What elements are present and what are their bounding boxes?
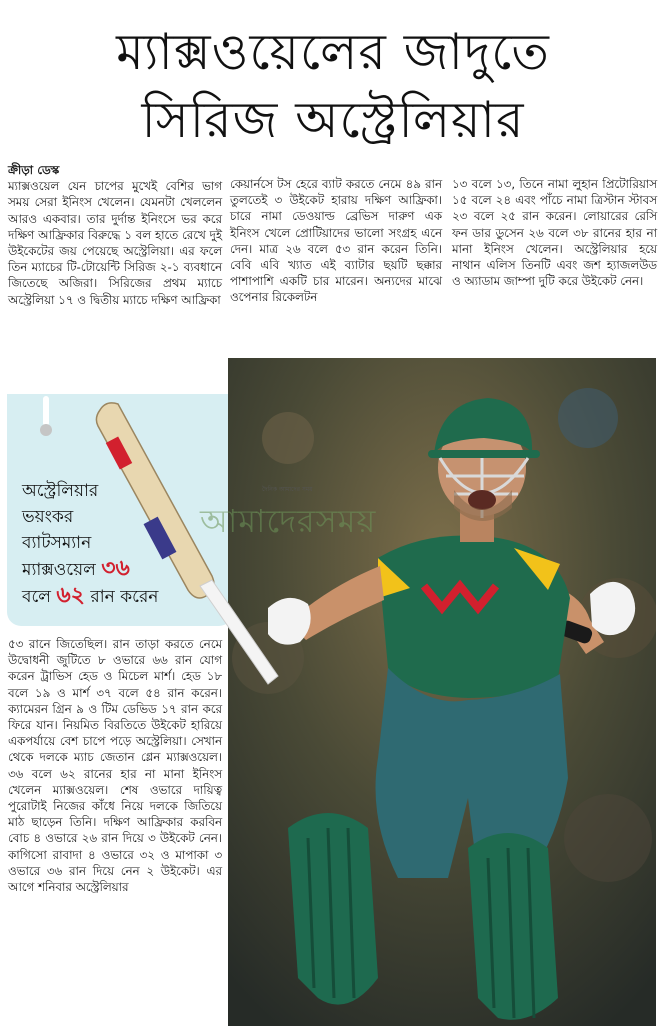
- article-column-3: [452, 176, 657, 289]
- pull-quote-line-1: অস্ট্রেলিয়ার: [22, 481, 99, 501]
- column-3-text: ১৩ বলে ১৩, তিনে নামা লুহান প্রিটোরিয়াস ১৫ বলে ২৪ এবং পাঁচে নামা ত্রিস্টান স্টাবস ২৩ বলে ২৫ রান করেন। লোয়ারের রেসি ফন ডার ডুসেন ২৬ বলে ৩৮ রানের হার না মানা ইনিংস খেলেন। অস্ট্রেলিয়ার হয়ে নাথান এলিস তিনটি এবং জশ হ্যাজলউড ও অ্যাডাম জাম্পা দুটি করে উইকেট নেন।: [452, 177, 657, 289]
- pull-quote-line-4: [22, 556, 222, 583]
- column-1-continued-text: ৫৩ রানে জিতেছিল। রান তাড়া করতে নেমে উদ্বোধনী জুটিতে ৮ ওভারে ৬৬ রান যোগ করেন ট্রাভিস হেড ও মিচেল মার্শ। হেড ১৮ বলে ১৯ ও মার্শ ৩৭ বলে ৫৪ রান করেন। ক্যামেরন গ্রিন ৯ ও টিম ডেভিড ১৭ রান করে ফিরে যান। নিয়মিত বিরতিতে উইকেট হারিয়ে একপর্যায়ে বেশ চাপে পড়ে অস্ট্রেলিয়া। সেখান থেকে দলকে ম্যাচ জেতান গ্লেন ম্যাক্সওয়েল। ৩৬ বলে ৬২ রানের হার না মানা ইনিংস খেলেন ম্যাক্সওয়েল। শেষ ওভারে দায়িত্ব পুরোটাই নিজের কাঁধে নিয়ে দলকে জিতিয়ে মাঠ ছাড়েন তিনি। দক্ষিণ আফ্রিকার করবিন বোচ ৪ ওভারে ২৬ রান দিয়ে ৩ উইকেট নেন। কাগিসো রাবাদা ৪ ওভারে ৩২ ও মাপাকা ৩ ওভারে ৩৬ রান দিয়ে নেন ২ উইকেট। এর আগে শনিবার অস্ট্রেলিয়ার: [8, 637, 222, 895]
- column-2-text: কেয়ার্নসে টস হেরে ব্যাট করতে নেমে ৪৯ রান তুলতেই ৩ উইকেট হারায় দক্ষিণ আফ্রিকা। চারে নামা ডেওয়াল্ড ব্রেভিস দারুণ এক ইনিংস খেলে প্রোটিয়াদের ভালো সংগ্রহ এনে দেন। মাত্র ২৬ বলে ৫৩ রান করেন তিনি। বেবি এবি খ্যাত এই ব্যাটার ছয়টি ছক্কার পাশাপাশি একটি চার মারেন। অন্যদের মাঝে ওপেনার রিকেলটন: [230, 177, 442, 305]
- pull-quote-line-5: [22, 583, 222, 610]
- article-column-1: [8, 162, 222, 308]
- watermark-tagline: দৈনিক আমাদের সময়: [262, 486, 313, 493]
- headline: [0, 18, 666, 154]
- pin-icon: [40, 396, 52, 436]
- runs-highlight: ৬২: [56, 583, 85, 608]
- article-column-1-continued: [8, 636, 222, 895]
- headline-line-2: সিরিজ অস্ট্রেলিয়ার: [141, 91, 525, 149]
- watermark: আমাদেরসময়: [200, 502, 377, 540]
- pull-quote-line-3: ব্যাটসম্যান: [22, 533, 92, 553]
- pull-quote-runs-word: রান করেন: [84, 587, 159, 607]
- headline-line-1: ম্যাক্সওয়েলের জাদুতে: [116, 23, 550, 81]
- article-column-2: [230, 176, 442, 306]
- byline: ক্রীড়া ডেস্ক: [8, 163, 60, 177]
- balls-highlight: ৩৬: [101, 556, 130, 581]
- pull-quote-name: ম্যাক্সওয়েল: [22, 560, 102, 580]
- column-1-text: ম্যাক্সওয়েল যেন চাপের মুখেই বেশির ভাগ সময় সেরা ইনিংস খেলেন। যেমনটা খেললেন আরও একবার। তার দুর্দান্ত ইনিংসে ভর করে দক্ষিণ আফ্রিকার বিরুদ্ধে ১ বল হাতে রেখে দুই উইকেটের জয় পেয়েছে অস্ট্রেলিয়া। এর ফলে তিন ম্যাচের টি-টোয়েন্টি সিরিজ ২-১ ব্যবধানে জিতেছে অজিরা। সিরিজের প্রথম ম্যাচে অস্ট্রেলিয়া ১৭ ও দ্বিতীয় ম্যাচে দক্ষিণ আফ্রিকা: [8, 179, 222, 307]
- pull-quote: [22, 478, 222, 610]
- pull-quote-balls-word: বলে: [22, 587, 57, 607]
- pull-quote-line-2: ভয়ংকর: [22, 507, 74, 527]
